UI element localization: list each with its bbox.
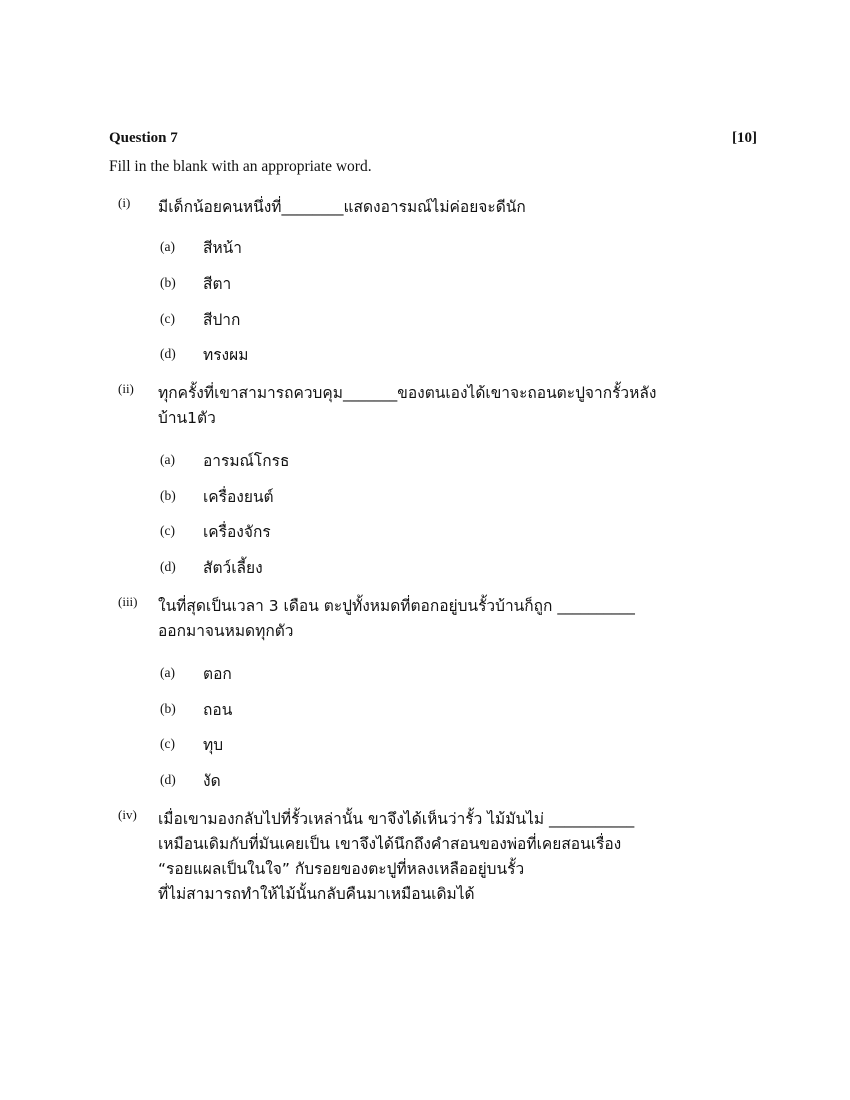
- option-letter: (d): [160, 559, 176, 574]
- option-text: ถอน: [203, 701, 233, 719]
- option-letter: (b): [160, 275, 176, 290]
- option-letter: (c): [160, 311, 175, 326]
- option-text: งัด: [203, 772, 221, 790]
- item-number: (i): [118, 195, 131, 210]
- item-text: ในที่สุดเป็นเวลา 3 เดือน ตะปูทั้งหมดที่ตอกอยู่บนรั้วบ้านก็ถูก __________ ออกมาจนหมดทุกตัว: [158, 597, 635, 640]
- option-text: ตอก: [203, 665, 232, 683]
- option-letter: (b): [160, 488, 176, 503]
- option-letter: (a): [160, 452, 175, 467]
- item-text: ทุกครั้งที่เขาสามารถควบคุม_______ของตนเองได้เขาจะถอนตะปูจากรั้วหลัง บ้าน1ตัว: [158, 384, 657, 427]
- option-text: สัตว์เลี้ยง: [203, 559, 263, 577]
- item-number: (iii): [118, 594, 138, 609]
- option-text: เครื่องยนต์: [203, 488, 274, 506]
- option-text: สีหน้า: [203, 239, 242, 257]
- option-letter: (d): [160, 346, 176, 361]
- option-text: ทุบ: [203, 736, 224, 754]
- option-letter: (b): [160, 701, 176, 716]
- option-text: สีตา: [203, 275, 232, 293]
- item-text: เมื่อเขามองกลับไปที่รั้วเหล่านั้น ขาจึงได้เห็นว่ารั้ว ไม้มันไม่ ___________ เหมือนเดิมกับที่มันเคยเป็น เขาจึงได้นึกถึงคำสอนของพ่อที่เคยสอนเรื่อง “รอยแผลเป็นในใจ” กับรอยของตะปูที่หลงเหลืออยู่บนรั้ว ที่ไม่สามารถทำให้ไม้นั้นกลับคืนมาเหมือนเดิมได้: [158, 810, 635, 903]
- instruction-text: Fill in the blank with an appropriate word.: [109, 158, 372, 175]
- option-letter: (c): [160, 523, 175, 538]
- option-letter: (c): [160, 736, 175, 751]
- marks-label: [10]: [732, 130, 757, 146]
- option-text: เครื่องจักร: [203, 523, 271, 541]
- option-text: ทรงผม: [203, 346, 249, 364]
- item-number: (ii): [118, 381, 134, 396]
- item-text: มีเด็กน้อยคนหนึ่งที่________แสดงอารมณ์ไม่ค่อยจะดีนัก: [158, 198, 526, 216]
- option-text: อารมณ์โกรธ: [203, 452, 290, 470]
- option-letter: (a): [160, 665, 175, 680]
- item-number: (iv): [118, 807, 137, 822]
- option-letter: (d): [160, 772, 176, 787]
- option-text: สีปาก: [203, 311, 241, 329]
- option-letter: (a): [160, 239, 175, 254]
- question-title: Question 7: [109, 130, 178, 146]
